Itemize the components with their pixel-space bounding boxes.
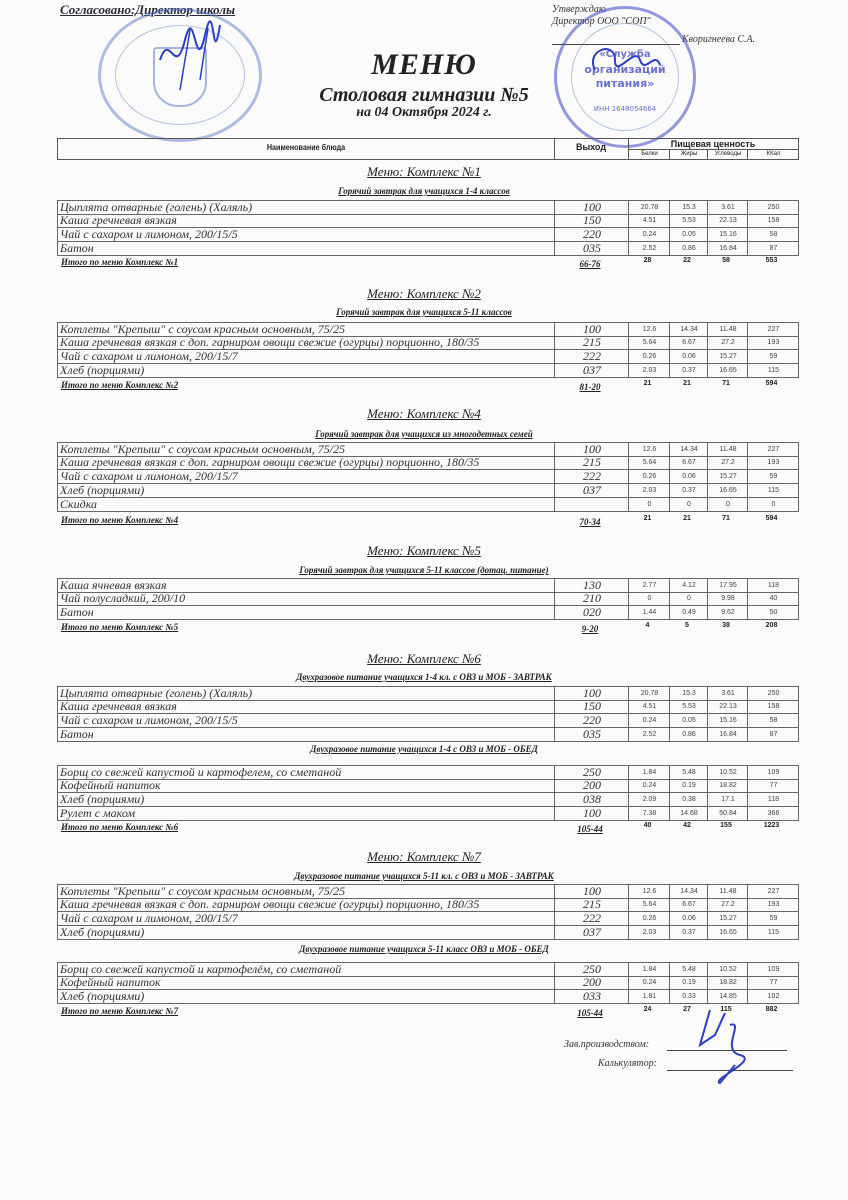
dish-fats: 0.86 [669,242,708,255]
total-carbs: 58 [722,257,730,264]
dish-proteins: 2.03 [628,484,670,497]
approved-label: Утверждаю [552,4,606,15]
dish-output [554,498,629,511]
dish-kcal: 115 [747,364,799,377]
dish-name: Хлеб (порциями) [60,483,145,497]
table-row [57,962,799,977]
dish-name: Хлеб (порциями) [60,925,145,939]
dish-carbs: 16.84 [707,728,748,741]
dish-proteins: 2.52 [628,242,670,255]
dish-proteins: 0.26 [628,350,670,363]
dish-carbs: 16.65 [707,484,748,497]
total-fats: 27 [683,1006,691,1013]
dish-kcal: 250 [747,687,799,700]
dish-fats: 14.34 [669,443,708,456]
dish-carbs: 9.62 [707,606,748,619]
dish-kcal: 77 [747,779,799,792]
dish-fats: 14.68 [669,807,708,820]
dish-name: Чай с сахаром и лимоном, 200/15/5 [60,227,238,241]
dish-carbs: 3.61 [707,687,748,700]
dish-output: 038 [554,793,629,806]
group-subtitle: Горячий завтрак для учащихся 1-4 классов [338,186,510,196]
table-row [57,990,799,1004]
col-nutrition-header: Пищевая ценность [670,139,756,149]
dish-name: Чай с сахаром и лимоном, 200/15/7 [60,469,238,483]
group-subtitle: Двухразовое питание учащихся 1-4 кл. с ОВЗ и МОБ - ЗАВТРАК [296,672,552,682]
table-row [57,912,799,926]
total-kcal: 208 [765,622,778,629]
dish-proteins: 0 [628,592,670,605]
dish-fats: 0.86 [669,728,708,741]
dish-name: Чай полусладкий, 200/10 [60,591,186,605]
table-row [57,779,799,793]
dish-carbs: 17.95 [707,579,748,592]
dish-proteins: 4.51 [628,700,670,713]
page-title: МЕНЮ [371,48,477,81]
total-price: 66-76 [579,259,601,269]
total-fats: 21 [683,515,691,522]
dish-fats: 0 [669,592,708,605]
dish-name: Цыплята отварные (голень) (Халяль) [60,686,253,700]
dish-carbs: 0 [707,498,748,511]
dish-output: 100 [554,807,629,820]
group-subtitle: Горячий завтрак для учащихся 5-11 классов (дотац. питание) [299,565,549,575]
agreed-by-director: Согласовано:Директор школы [60,2,236,17]
total-price: 105-44 [577,824,603,834]
table-row [57,976,799,990]
dish-proteins: 1.44 [628,606,670,619]
dish-fats: 5.53 [669,700,708,713]
dish-carbs: 15.16 [707,228,748,241]
dish-fats: 6.67 [669,336,708,349]
dish-proteins: 0.24 [628,228,670,241]
stamp-line: питания» [595,77,655,90]
dish-fats: 0 [669,498,708,511]
dish-fats: 0.19 [669,976,708,989]
table-row [57,470,799,484]
table-row [57,700,799,714]
dish-carbs: 16.65 [707,926,748,939]
total-carbs: 71 [722,515,730,522]
dish-carbs: 11.48 [707,885,748,898]
dish-output: 210 [554,592,629,605]
dish-output: 215 [554,336,629,349]
total-kcal: 594 [765,380,778,387]
dish-output: 020 [554,606,629,619]
calculator-label: Калькулятор: [598,1058,657,1069]
table-header [57,138,799,160]
total-carbs: 155 [720,822,732,829]
table-row [57,242,799,256]
complex-title: Меню: Комплекс №7 [367,849,481,864]
stamp-line: организаций [584,63,666,76]
dish-fats: 0.06 [669,470,708,483]
dish-carbs: 3.61 [707,201,748,214]
dish-carbs: 22.13 [707,214,748,227]
dish-fats: 0.05 [669,714,708,727]
dish-output: 150 [554,214,629,227]
table-row [57,456,799,470]
table-row [57,606,799,620]
dish-output: 200 [554,976,629,989]
approved-person: Кворигнеева С.А. [682,34,756,45]
dish-name: Хлеб (порциями) [60,792,145,806]
total-carbs: 115 [720,1006,732,1013]
dish-output: 222 [554,912,629,925]
dish-fats: 0.05 [669,228,708,241]
dish-fats: 0.37 [669,926,708,939]
total-label: Итого по меню Комплекс №4 [61,515,179,525]
dish-proteins: 0.24 [628,976,670,989]
dish-fats: 15.3 [669,201,708,214]
approved-position: Директор ООО "СОП" [552,16,651,27]
complex-title: Меню: Комплекс №2 [367,286,481,301]
dish-fats: 0.37 [669,484,708,497]
dish-name: Скидка [60,497,98,511]
col-name-header: Наименование блюда [266,143,346,152]
dish-carbs: 50.84 [707,807,748,820]
col-fats-header: Жиры [669,149,708,160]
group-subtitle: Двухразовое питание учащихся 5-11 класс ОВЗ и МОБ - ОБЕД [299,944,549,954]
dish-proteins: 2.03 [628,926,670,939]
dish-proteins: 5.64 [628,336,670,349]
total-proteins: 21 [643,380,652,387]
dish-output: 100 [554,323,629,336]
dish-output: 215 [554,456,629,469]
total-price: 70-34 [579,517,601,527]
dish-kcal: 87 [747,728,799,741]
dish-carbs: 15.27 [707,350,748,363]
dish-name: Чай с сахаром и лимоном, 200/15/7 [60,911,238,925]
group-subtitle: Горячий завтрак для учащихся из многодетных семей [315,429,533,439]
total-price: 9-20 [581,624,599,634]
dish-fats: 0.06 [669,350,708,363]
complex-title: Меню: Комплекс №5 [367,543,481,558]
table-row [57,484,799,498]
dish-kcal: 109 [747,766,799,779]
dish-output: 100 [554,687,629,700]
table-row [57,926,799,940]
col-proteins-header: Белки [628,149,670,160]
dish-fats: 15.3 [669,687,708,700]
dish-kcal: 77 [747,976,799,989]
dish-kcal: 250 [747,201,799,214]
dish-kcal: 40 [747,592,799,605]
dish-kcal: 58 [747,714,799,727]
total-proteins: 21 [643,515,652,522]
dish-name: Кофейный напиток [60,975,161,989]
dish-name: Каша гречневая вязкая [60,699,177,713]
dish-fats: 0.38 [669,793,708,806]
dish-output: 037 [554,364,629,377]
dish-output: 250 [554,963,629,976]
dish-proteins: 0.26 [628,470,670,483]
dish-carbs: 11.48 [707,443,748,456]
dish-name: Хлеб (порциями) [60,989,145,1003]
dish-name: Чай с сахаром и лимоном, 200/15/7 [60,349,238,363]
total-label: Итого по меню Комплекс №1 [61,257,179,267]
complex-title: Меню: Комплекс №1 [367,164,481,179]
dish-output: 150 [554,700,629,713]
dish-output: 215 [554,898,629,911]
dish-proteins: 5.64 [628,898,670,911]
dish-proteins: 1.84 [628,963,670,976]
dish-carbs: 15.16 [707,714,748,727]
total-kcal: 1223 [763,822,780,829]
group-subtitle: Двухразовое питание учащихся 1-4 с ОВЗ и МОБ - ОБЕД [310,744,538,754]
dish-fats: 0.19 [669,779,708,792]
total-fats: 21 [683,380,691,387]
dish-carbs: 27.2 [707,456,748,469]
dish-kcal: 115 [747,484,799,497]
dish-fats: 14.34 [669,323,708,336]
dish-name: Борщ со свежей капустой и картофелём, со сметаной [60,962,342,976]
dish-kcal: 227 [747,885,799,898]
dish-proteins: 0.26 [628,912,670,925]
dish-output: 200 [554,779,629,792]
total-carbs: 38 [722,622,730,629]
dish-fats: 6.67 [669,456,708,469]
total-kcal: 594 [765,515,778,522]
table-row [57,793,799,807]
dish-name: Кофейный напиток [60,778,161,792]
dish-proteins: 1.84 [628,766,670,779]
dish-name: Каша гречневая вязкая [60,213,177,227]
col-kcal-header: ККал [747,149,799,160]
complex-total-row [57,622,797,635]
production-head-label: Зав.производством: [564,1039,650,1050]
table-row [57,765,799,780]
dish-proteins: 2.77 [628,579,670,592]
dish-kcal: 59 [747,912,799,925]
dish-name: Рулет с маком [60,806,136,820]
dish-proteins: 12.6 [628,885,670,898]
dish-proteins: 0 [628,498,670,511]
dish-proteins: 20.78 [628,687,670,700]
total-proteins: 28 [643,257,652,264]
dish-name: Батон [60,727,94,741]
dish-fats: 0.49 [669,606,708,619]
dish-kcal: 118 [747,579,799,592]
complex-total-row [57,822,797,835]
dish-name: Борщ со свежей капустой и картофелем, со сметаной [60,765,342,779]
dish-carbs: 16.65 [707,364,748,377]
table-row [57,807,799,821]
dish-output: 037 [554,484,629,497]
dish-kcal: 58 [747,228,799,241]
dish-output: 100 [554,201,629,214]
dish-kcal: 366 [747,807,799,820]
group-subtitle: Горячий завтрак для учащихся 5-11 классов [336,307,512,317]
dish-output: 035 [554,242,629,255]
dish-proteins: 2.52 [628,728,670,741]
dish-carbs: 15.27 [707,912,748,925]
table-row [57,592,799,606]
table-row [57,350,799,364]
stamp-line: «Служба [599,49,651,60]
dish-proteins: 4.51 [628,214,670,227]
dish-proteins: 0.24 [628,714,670,727]
total-fats: 22 [683,257,691,264]
total-fats: 42 [683,822,691,829]
dish-output: 100 [554,443,629,456]
dish-proteins: 2.03 [628,364,670,377]
dish-fats: 0.37 [669,364,708,377]
dish-fats: 5.53 [669,214,708,227]
dish-kcal: 158 [747,214,799,227]
dish-output: 222 [554,350,629,363]
dish-kcal: 118 [747,793,799,806]
total-kcal: 553 [765,257,778,264]
total-kcal: 882 [765,1006,778,1013]
total-proteins: 4 [645,622,650,629]
dish-proteins: 12.6 [628,443,670,456]
stamp-inn: ИНН 1648054664 [593,105,657,113]
dish-output: 033 [554,990,629,1003]
total-price: 105-44 [577,1008,603,1018]
dish-name: Котлеты "Крепыш" с соусом красным основным, 75/25 [60,322,346,336]
dish-carbs: 10.52 [707,963,748,976]
dish-name: Каша гречневая вязкая с доп. гарниром овощи свежие (огурцы) порционно, 180/35 [60,335,480,349]
total-label: Итого по меню Комплекс №7 [61,1006,179,1016]
dish-proteins: 20.78 [628,201,670,214]
dish-carbs: 18.82 [707,779,748,792]
dish-carbs: 11.48 [707,323,748,336]
table-row [57,498,799,512]
total-label: Итого по меню Комплекс №2 [61,380,179,390]
total-proteins: 40 [643,822,652,829]
dish-proteins: 0.24 [628,779,670,792]
dish-name: Цыплята отварные (голень) (Халяль) [60,200,253,214]
dish-kcal: 193 [747,456,799,469]
dish-kcal: 227 [747,443,799,456]
table-row [57,336,799,350]
dish-kcal: 87 [747,242,799,255]
dish-name: Котлеты "Крепыш" с соусом красным основным, 75/25 [60,442,346,456]
dish-kcal: 102 [747,990,799,1003]
dish-kcal: 193 [747,336,799,349]
table-row [57,214,799,228]
dish-carbs: 9.98 [707,592,748,605]
table-row [57,898,799,912]
dish-carbs: 16.84 [707,242,748,255]
dish-kcal: 59 [747,470,799,483]
dish-kcal: 50 [747,606,799,619]
group-subtitle: Двухразовое питание учащихся 5-11 кл. с ОВЗ и МОБ - ЗАВТРАК [294,871,554,881]
dish-proteins: 12.6 [628,323,670,336]
dish-name: Каша ячневая вязкая [60,578,167,592]
production-signature-icon [690,1005,760,1085]
dish-fats: 4.12 [669,579,708,592]
dish-output: 222 [554,470,629,483]
dish-kcal: 227 [747,323,799,336]
dish-fats: 0.06 [669,912,708,925]
total-label: Итого по меню Комплекс №6 [61,822,179,832]
total-price: 81-20 [579,382,601,392]
table-row [57,714,799,728]
col-output-header: Выход [575,142,607,152]
dish-carbs: 27.2 [707,336,748,349]
dish-carbs: 15.27 [707,470,748,483]
dish-name: Батон [60,605,94,619]
dish-kcal: 109 [747,963,799,976]
dish-kcal: 193 [747,898,799,911]
complex-total-row [57,257,797,270]
complex-title: Меню: Комплекс №6 [367,651,481,666]
dish-carbs: 14.85 [707,990,748,1003]
dish-carbs: 22.13 [707,700,748,713]
dish-output: 037 [554,926,629,939]
dish-fats: 14.34 [669,885,708,898]
dish-fats: 6.67 [669,898,708,911]
dish-fats: 5.48 [669,963,708,976]
table-row [57,364,799,378]
dish-proteins: 7.38 [628,807,670,820]
page-subtitle: Столовая гимназии №5 [319,84,529,106]
complex-title: Меню: Комплекс №4 [367,406,481,421]
dish-name: Хлеб (порциями) [60,363,145,377]
dish-fats: 5.48 [669,766,708,779]
dish-output: 220 [554,228,629,241]
dish-kcal: 59 [747,350,799,363]
dish-output: 130 [554,579,629,592]
dish-fats: 0.33 [669,990,708,1003]
dish-output: 035 [554,728,629,741]
table-row [57,228,799,242]
dish-proteins: 1.81 [628,990,670,1003]
dish-carbs: 18.82 [707,976,748,989]
dish-carbs: 27.2 [707,898,748,911]
dish-name: Котлеты "Крепыш" с соусом красным основным, 75/25 [60,884,346,898]
col-carbs-header: Углеводы [707,149,748,160]
dish-kcal: 0 [747,498,799,511]
dish-carbs: 10.52 [707,766,748,779]
complex-total-row [57,1006,797,1019]
dish-name: Чай с сахаром и лимоном, 200/15/5 [60,713,238,727]
dish-carbs: 17.1 [707,793,748,806]
table-row [57,728,799,742]
dish-kcal: 115 [747,926,799,939]
complex-total-row [57,515,797,528]
dish-kcal: 158 [747,700,799,713]
dish-name: Батон [60,241,94,255]
dish-output: 250 [554,766,629,779]
dish-output: 220 [554,714,629,727]
complex-total-row [57,380,797,393]
total-proteins: 24 [643,1006,652,1013]
total-fats: 5 [685,622,689,629]
dish-output: 100 [554,885,629,898]
total-label: Итого по меню Комплекс №5 [61,622,179,632]
dish-name: Каша гречневая вязкая с доп. гарниром овощи свежие (огурцы) порционно, 180/35 [60,455,480,469]
menu-date: на 04 Октября 2024 г. [356,105,492,120]
total-carbs: 71 [722,380,730,387]
dish-name: Каша гречневая вязкая с доп. гарниром овощи свежие (огурцы) порционно, 180/35 [60,897,480,911]
dish-proteins: 5.64 [628,456,670,469]
dish-proteins: 2.09 [628,793,670,806]
